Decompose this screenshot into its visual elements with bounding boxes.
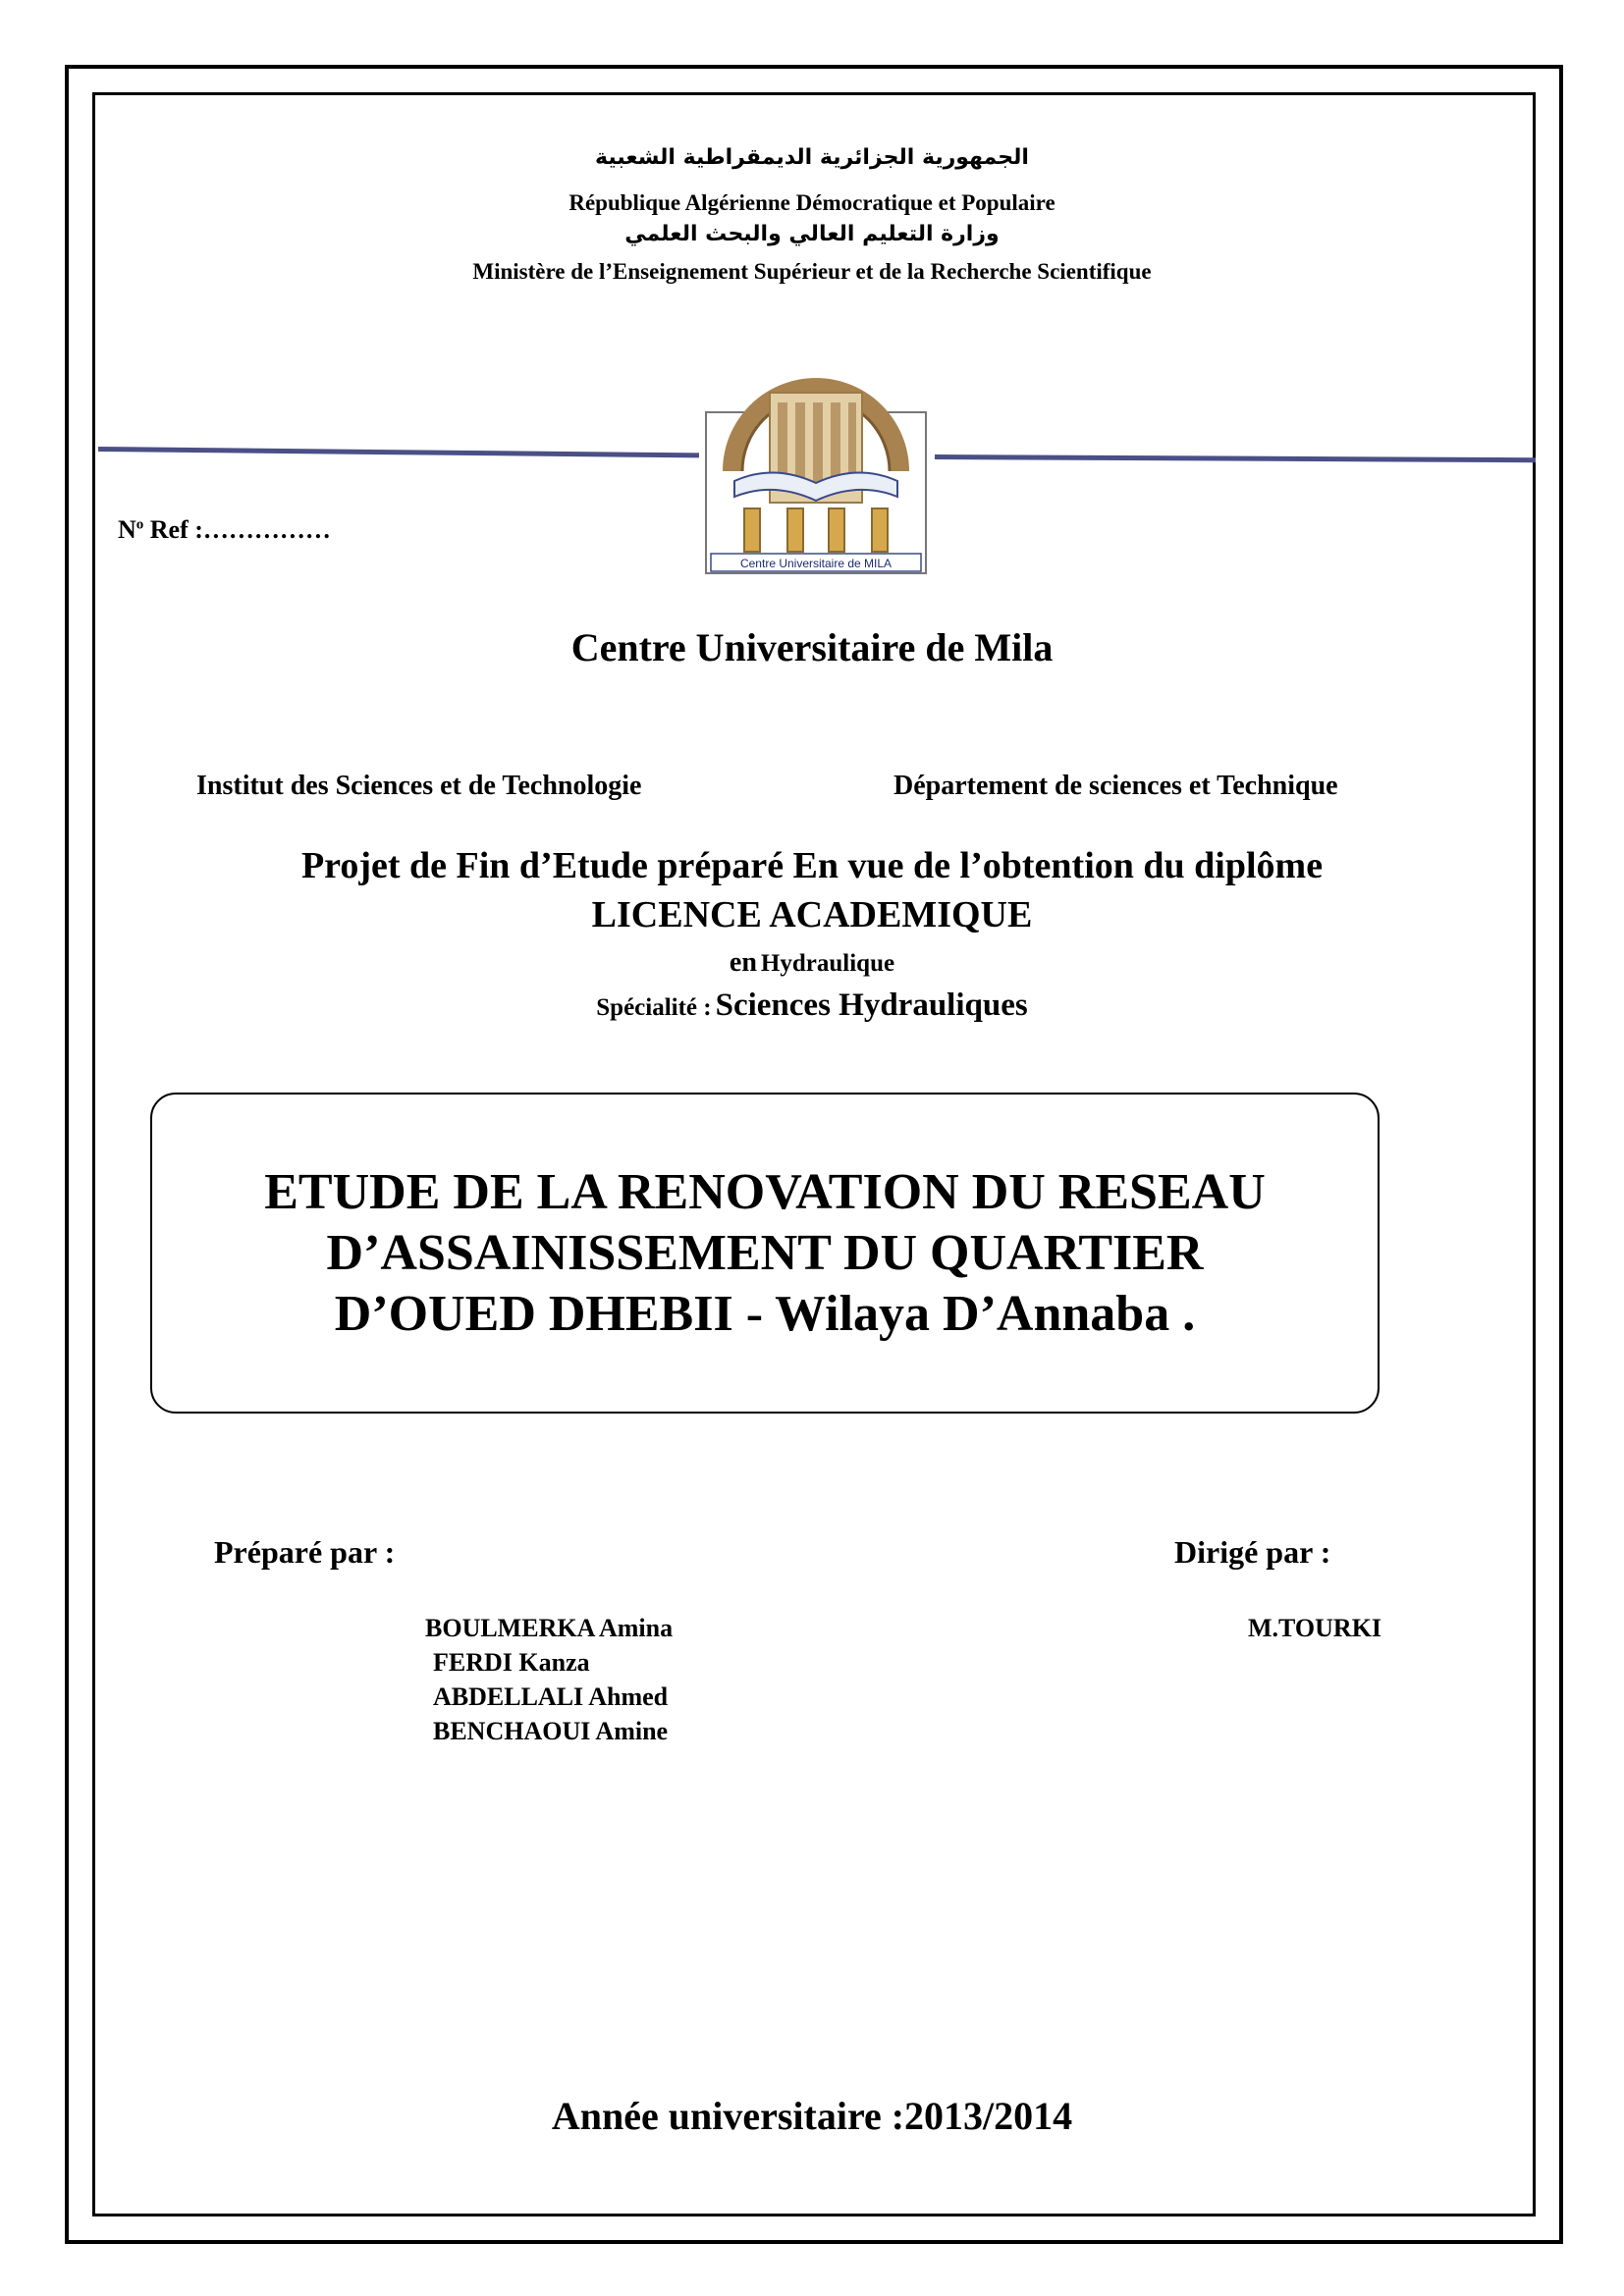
- header-ministry: Ministère de l’Enseignement Supérieur et de la Recherche Scientifique: [472, 259, 1152, 284]
- prepared-by-label: Préparé par :: [214, 1534, 396, 1570]
- student-name: BOULMERKA Amina: [425, 1614, 674, 1642]
- student-name: BENCHAOUI Amine: [433, 1717, 669, 1745]
- field-line: en Hydraulique: [729, 947, 895, 978]
- academic-year: Année universitaire :2013/2014: [551, 2094, 1073, 2138]
- thesis-title: ETUDE DE LA RENOVATION DU RESEAU D’ASSAINISSEMENT DU QUARTIER D’OUED DHEBII - Wilaya D’Annaba .: [264, 1163, 1266, 1342]
- degree-name: LICENCE ACADEMIQUE: [591, 894, 1033, 935]
- university-logo: [705, 353, 927, 575]
- project-description: Projet de Fin d’Etude préparé En vue de l’obtention du diplôme: [300, 845, 1324, 886]
- supervisor-name: M.TOURKI: [1248, 1614, 1382, 1642]
- speciality-line: Spécialité : Sciences Hydrauliques: [596, 988, 1028, 1023]
- institute-name: Institut des Sciences et de Technologie: [196, 771, 642, 801]
- department-name: Département de sciences et Technique: [893, 771, 1338, 801]
- header-republic: République Algérienne Démocratique et Populaire: [568, 190, 1056, 215]
- logo-caption: Centre Universitaire de MILA: [739, 557, 893, 570]
- student-name: FERDI Kanza: [433, 1648, 590, 1677]
- student-name: ABDELLALI Ahmed: [433, 1682, 669, 1711]
- institution-name: Centre Universitaire de Mila: [570, 625, 1054, 669]
- header-arabic-ministry: وزارة التعليم العالي والبحث العلمي: [624, 222, 1000, 246]
- thesis-title-box: [150, 1093, 1380, 1414]
- header-arabic-republic: الجمهورية الجزائرية الديمقراطية الشعبية: [595, 145, 1029, 170]
- reference-number: $N^o$ Ref :……………: [118, 515, 331, 544]
- directed-by-label: Dirigé par :: [1174, 1534, 1331, 1570]
